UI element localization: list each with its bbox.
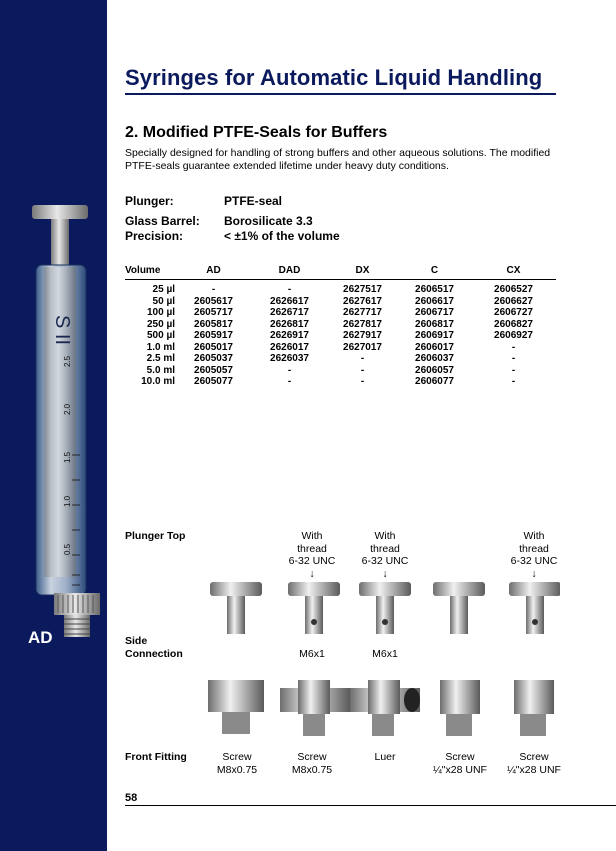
part-number-cell: 2605717 bbox=[194, 307, 233, 318]
front-fitting-value: Screw M8x0.75 bbox=[216, 751, 258, 776]
plunger-top-dad bbox=[288, 582, 340, 634]
part-number-cell: 2627717 bbox=[343, 307, 382, 318]
spec-value: PTFE-seal bbox=[224, 194, 283, 208]
part-number-cell: 2606727 bbox=[494, 307, 533, 318]
front-fitting-dad bbox=[280, 680, 350, 736]
column-header: AD bbox=[175, 265, 252, 280]
plunger-top-c bbox=[433, 582, 485, 634]
column-header: DX bbox=[327, 265, 398, 280]
volume-cell: 5.0 ml bbox=[146, 364, 175, 376]
section-title: 2. Modified PTFE-Seals for Buffers bbox=[125, 124, 388, 141]
column-header: C bbox=[398, 265, 471, 280]
part-number-cell: 2627517 bbox=[343, 284, 382, 295]
table-row bbox=[125, 330, 556, 342]
part-number-cell: 2605017 bbox=[194, 341, 233, 353]
part-number-cell: 2627617 bbox=[343, 295, 382, 307]
part-number-cell: 2606017 bbox=[415, 341, 454, 353]
part-number-cell: 2605077 bbox=[194, 376, 233, 387]
part-number-cell: 2605917 bbox=[194, 330, 233, 341]
part-number-cell: 2605817 bbox=[194, 318, 233, 330]
part-number-cell: - bbox=[511, 341, 516, 353]
front-fitting-value: Screw ¼"x28 UNF bbox=[507, 751, 561, 776]
part-number-cell: - bbox=[360, 376, 365, 387]
part-number-cell: 2627817 bbox=[343, 318, 382, 330]
scale-mark: 1.0 bbox=[63, 495, 72, 507]
plunger-top-cx bbox=[509, 582, 560, 634]
table-row bbox=[125, 353, 556, 365]
table-row bbox=[125, 296, 556, 308]
part-number-cell: 2606617 bbox=[415, 295, 454, 307]
volume-cell: 250 µl bbox=[146, 318, 175, 330]
front-fitting-c bbox=[440, 680, 480, 736]
front-fitting-dx bbox=[350, 680, 420, 736]
part-number-cell: 2606057 bbox=[415, 364, 454, 376]
column-header: Volume bbox=[125, 265, 175, 280]
part-number-cell: 2626817 bbox=[270, 318, 309, 330]
syringe-illustration bbox=[22, 205, 112, 645]
part-number-cell: 2626917 bbox=[270, 330, 309, 341]
scale-mark: 1.5 bbox=[63, 451, 72, 463]
spec-value: Borosilicate 3.3 bbox=[224, 214, 313, 228]
table-header-row bbox=[125, 265, 556, 280]
part-number-cell: - bbox=[287, 364, 292, 376]
part-number-cell: - bbox=[287, 376, 292, 387]
plunger-top-note: With thread 6-32 UNC ↓ bbox=[361, 530, 409, 580]
page-title: Syringes for Automatic Liquid Handling bbox=[125, 65, 543, 90]
title-divider bbox=[125, 93, 556, 95]
spec-value: < ±1% of the volume bbox=[224, 229, 340, 243]
part-number-cell: - bbox=[511, 376, 516, 387]
volume-cell: 1.0 ml bbox=[146, 341, 175, 353]
sidebar bbox=[0, 0, 107, 851]
spec-label: Plunger: bbox=[125, 194, 174, 208]
order-number-table bbox=[125, 265, 556, 388]
table-row bbox=[125, 376, 556, 388]
part-number-cell: - bbox=[360, 364, 365, 376]
part-number-cell: 2606527 bbox=[494, 284, 533, 295]
table-row bbox=[125, 342, 556, 354]
part-number-cell: 2626017 bbox=[270, 341, 309, 353]
front-fitting-value: Screw ¼"x28 UNF bbox=[433, 751, 487, 776]
part-number-cell: 2606037 bbox=[415, 353, 454, 364]
scale-mark: 2.5 bbox=[63, 355, 72, 367]
part-number-cell: 2605037 bbox=[194, 353, 233, 364]
section-description: Specially designed for handling of strong buffers and other aqueous solutions. The modified PTFE-seals guarantee extended lifetime under heavy duty conditions. bbox=[125, 147, 551, 172]
part-number-cell: 2606917 bbox=[415, 330, 454, 341]
volume-cell: 500 µl bbox=[146, 330, 175, 341]
volume-cell: 100 µl bbox=[146, 307, 175, 318]
side-connection-label: Side Connection bbox=[125, 635, 183, 660]
front-fitting-value: Screw M8x0.75 bbox=[291, 751, 333, 776]
side-connection-value: M6x1 bbox=[299, 648, 325, 660]
part-number-cell: 2606077 bbox=[415, 376, 454, 387]
scale-mark: 2.0 bbox=[63, 403, 72, 415]
part-number-cell: 2627017 bbox=[343, 341, 382, 353]
plunger-top-note: With thread 6-32 UNC ↓ bbox=[288, 530, 336, 580]
part-number-cell: - bbox=[211, 284, 216, 295]
sidebar-ad-label: AD bbox=[28, 628, 53, 647]
side-connection-value: M6x1 bbox=[372, 648, 398, 660]
column-header: DAD bbox=[252, 265, 327, 280]
table-row bbox=[125, 319, 556, 331]
part-number-cell: 2606927 bbox=[494, 330, 533, 341]
spec-precision bbox=[125, 229, 340, 243]
part-number-cell: 2627917 bbox=[343, 330, 382, 341]
front-fitting-ad bbox=[208, 680, 264, 734]
spec-label: Glass Barrel: bbox=[125, 214, 200, 228]
volume-cell: 10.0 ml bbox=[141, 376, 175, 387]
front-fitting-value: Luer bbox=[374, 751, 396, 763]
volume-cell: 50 µl bbox=[152, 295, 175, 307]
table-row bbox=[125, 307, 556, 319]
front-fitting-label: Front Fitting bbox=[125, 751, 187, 763]
part-number-cell: - bbox=[511, 364, 516, 376]
column-header: CX bbox=[471, 265, 556, 280]
syringe-logo: S II bbox=[51, 315, 73, 346]
table-row bbox=[125, 365, 556, 377]
volume-cell: 25 µl bbox=[152, 284, 175, 295]
part-number-cell: - bbox=[360, 353, 365, 364]
plunger-top-ad bbox=[210, 582, 262, 634]
part-number-cell: 2605057 bbox=[194, 364, 233, 376]
spec-glass-barrel bbox=[125, 214, 313, 228]
part-number-cell: 2606517 bbox=[415, 284, 454, 295]
part-number-cell: - bbox=[287, 284, 292, 295]
spec-plunger bbox=[125, 194, 282, 208]
fittings-illustration bbox=[200, 580, 560, 745]
spec-label: Precision: bbox=[125, 229, 184, 243]
part-number-cell: 2626617 bbox=[270, 295, 309, 307]
plunger-top-note: With thread 6-32 UNC ↓ bbox=[510, 530, 558, 580]
part-number-cell: 2605617 bbox=[194, 295, 233, 307]
scale-mark: 0.5 bbox=[63, 543, 72, 555]
plunger-top-label: Plunger Top bbox=[125, 530, 186, 542]
part-number-cell: - bbox=[511, 353, 516, 364]
part-number-cell: 2606627 bbox=[494, 295, 533, 307]
part-number-cell: 2626037 bbox=[270, 353, 309, 364]
plunger-top-dx bbox=[359, 582, 411, 634]
footer-divider bbox=[125, 805, 616, 806]
part-number-cell: 2606717 bbox=[415, 307, 454, 318]
part-number-cell: 2626717 bbox=[270, 307, 309, 318]
front-fitting-cx bbox=[514, 680, 554, 736]
volume-cell: 2.5 ml bbox=[146, 353, 175, 364]
part-number-cell: 2606817 bbox=[415, 318, 454, 330]
part-number-cell: 2606827 bbox=[494, 318, 533, 330]
page-number: 58 bbox=[125, 792, 138, 804]
table-row bbox=[125, 280, 556, 296]
